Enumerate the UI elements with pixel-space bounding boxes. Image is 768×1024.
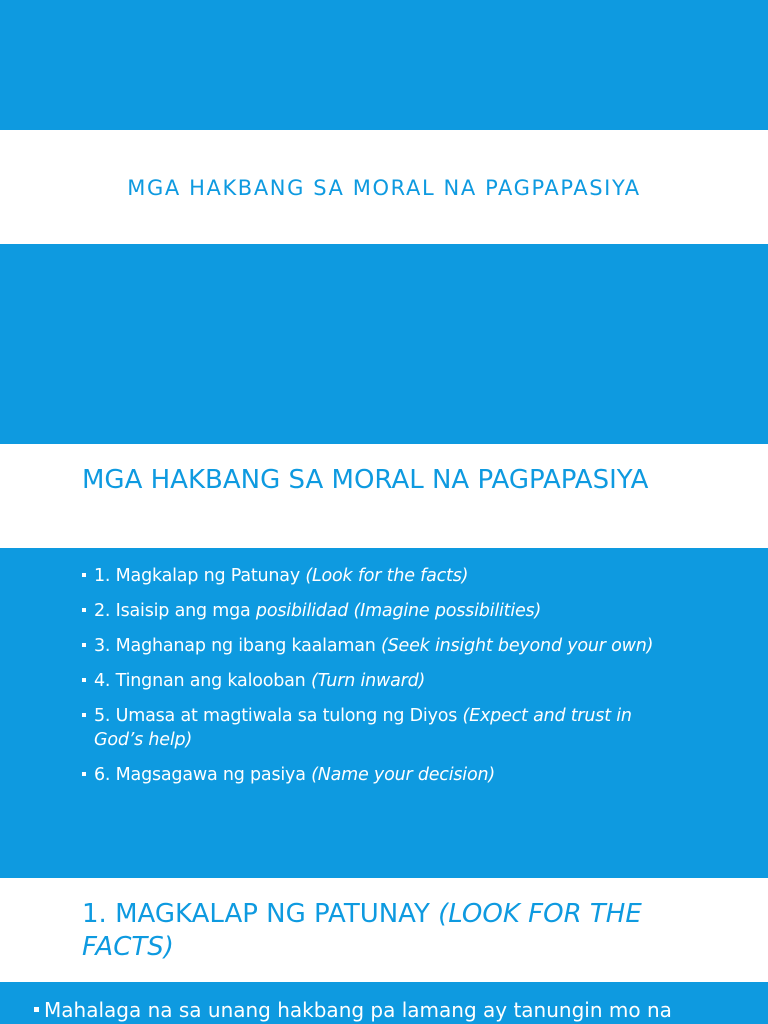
- bullet-icon: [82, 678, 86, 682]
- bullet-icon: [82, 573, 86, 577]
- intro-text: Mahalaga na sa unang hakbang pa lamang ay tanungin mo na: [44, 998, 672, 1022]
- step-tail: (Turn inward): [310, 671, 426, 691]
- list-item: [82, 599, 742, 623]
- slide1-top-band: [0, 0, 768, 130]
- step-tail: posibilidad (Imagine possibilities): [255, 601, 542, 621]
- bullet-icon: [82, 608, 86, 612]
- slide3-title: [82, 898, 722, 964]
- bullet-icon: [82, 643, 86, 647]
- step-main: 3. Maghanap ng ibang kaalaman: [94, 636, 381, 656]
- slide3-title-band: [0, 878, 768, 982]
- step-main: 6. Magsagawa ng pasiya: [94, 765, 312, 785]
- list-item: [82, 564, 742, 588]
- step-main: 2. Isaisip ang mga: [94, 601, 256, 621]
- slide1-title: MGA HAKBANG SA MORAL NA PAGPAPASIYA: [127, 176, 641, 200]
- step-main: 4. Tingnan ang kalooban: [94, 671, 311, 691]
- slide3-body: [0, 982, 768, 1024]
- intro-bullet: [34, 996, 764, 1024]
- bullet-icon: [34, 1007, 39, 1012]
- list-item: [82, 669, 742, 693]
- slide2-title: MGA HAKBANG SA MORAL NA PAGPAPASIYA: [82, 465, 649, 495]
- list-item: [82, 704, 684, 752]
- step-main: 5. Umasa at magtiwala sa tulong ng Diyos: [94, 706, 463, 726]
- steps-list: [82, 564, 742, 798]
- step-tail: (Expect and trust in God’s help): [94, 706, 632, 750]
- bullet-icon: [82, 713, 86, 717]
- list-item: [82, 763, 742, 787]
- step-main: 1. Magkalap ng Patunay: [94, 566, 306, 586]
- list-item: [82, 634, 742, 658]
- step-tail: (Name your decision): [311, 765, 495, 785]
- step-tail: (Look for the facts): [305, 566, 469, 586]
- slide2-title-band: [0, 444, 768, 548]
- bullet-icon: [82, 772, 86, 776]
- slide1-title-band: [0, 130, 768, 244]
- slide3-title-tail: (LOOK FOR THE FACTS): [82, 899, 642, 962]
- step-tail: (Seek insight beyond your own): [381, 636, 654, 656]
- slide1-bottom-band: [0, 244, 768, 444]
- slide2-body: [0, 548, 768, 878]
- slide3-title-main: 1. MAGKALAP NG PATUNAY: [82, 899, 439, 929]
